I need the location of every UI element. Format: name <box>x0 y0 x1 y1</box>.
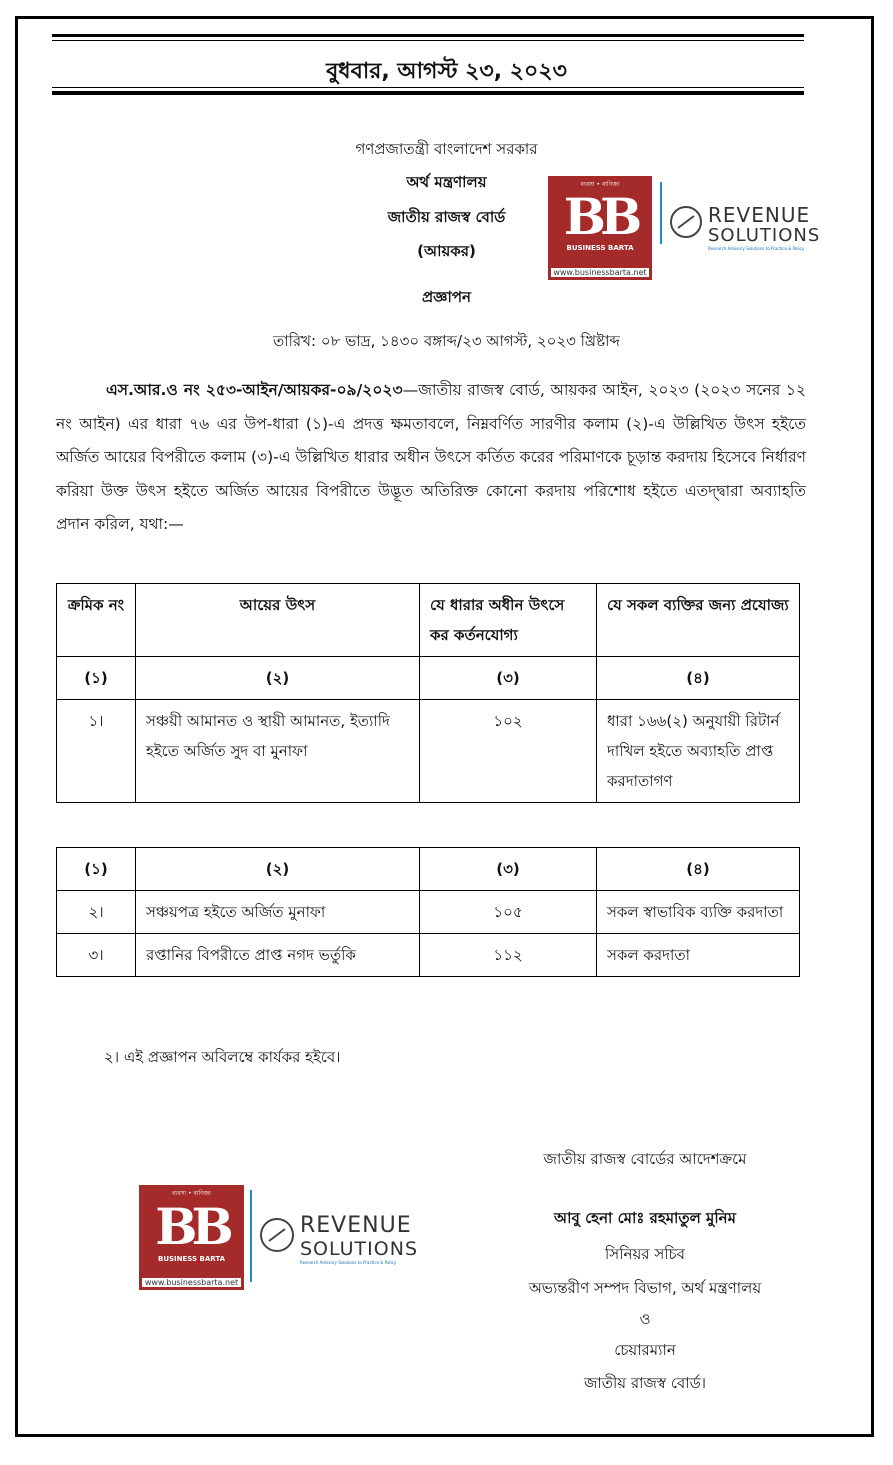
effect-clause: ২। এই প্রজ্ঞাপন অবিলম্বে কার্যকর হইবে। <box>104 1048 341 1066</box>
table-column-number-row <box>57 657 800 700</box>
sro-number: এস.আর.ও নং ২৫৩-আইন/আয়কর-০৯/২০২৩ <box>106 381 403 399</box>
government-name: গণপ্রজাতন্ত্রী বাংলাদেশ সরকার <box>355 140 538 158</box>
table-row: ২। সঞ্চয়পত্র হইতে অর্জিত মুনাফা ১০৫ সকল স্বাভাবিক ব্যক্তি করদাতা <box>57 891 800 934</box>
bottom-rule-thin <box>52 87 804 88</box>
body-text: —জাতীয় রাজস্ব বোর্ড, আয়কর আইন, ২০২৩ (২০২৩ সনের ১২ নং আইন) এর ধারা ৭৬ এর উপ-ধারা (১)-এ প্রদত্ত ক্ষমতাবলে, নিম্নবর্ণিত সারণীর কলাম (২)-এ উল্লিখিত উৎস হইতে অর্জিত আয়ের বিপরীতে কলাম (৩)-এ উল্লিখিত ধারার অধীন উৎসে কর্তিত করের পরিমাণকে চূড়ান্ত করদায় হিসেবে নির্ধারণ করিয়া উক্ত উৎস হইতে অর্জিত আয়ের বিপরীতে উদ্ভূত অতিরিক্ত কোনো করদায় পরিশোধ হইতে এতদ্দ্বারা অব্যাহতি প্রদান করিল, যথা:— <box>56 381 806 533</box>
col-num-1: (১) <box>57 657 136 700</box>
bottom-rule <box>52 91 804 95</box>
header-source: আয়ের উৎস <box>136 584 420 657</box>
signatory-name: আবু হেনা মোঃ রহমাতুল মুনিম <box>554 1209 736 1227</box>
board-name: জাতীয় রাজস্ব বোর্ড <box>387 208 506 226</box>
col-num-3: (৩) <box>420 848 597 891</box>
notification-body <box>56 374 806 542</box>
ministry-name: অর্থ মন্ত্রণালয় <box>406 173 487 191</box>
top-rule-thin <box>52 40 804 41</box>
table-header-row <box>57 584 800 657</box>
exemption-table-part2 <box>56 847 800 977</box>
table-row: ৩। রপ্তানির বিপরীতে প্রাপ্ত নগদ ভর্তুকি ১১২ সকল করদাতা <box>57 934 800 977</box>
col-num-3: (৩) <box>420 657 597 700</box>
col-num-2: (২) <box>136 848 420 891</box>
col-num-1: (১) <box>57 848 136 891</box>
revenue-solutions-icon <box>256 1214 298 1256</box>
header-serial: ক্রমিক নং <box>57 584 136 657</box>
exemption-table-part1 <box>56 583 800 803</box>
header-section: যে ধারার অধীন উৎসে কর কর্তনযোগ্য <box>420 584 597 657</box>
table-column-number-row <box>57 848 800 891</box>
col-num-4: (৪) <box>597 657 800 700</box>
notification-date: তারিখ: ০৮ ভাদ্র, ১৪৩০ বঙ্গাব্দ/২৩ আগস্ট, ২০২৩ খ্রিষ্টাব্দ <box>273 332 620 350</box>
signatory-title: সিনিয়র সচিব <box>605 1245 685 1263</box>
notification-title: প্রজ্ঞাপন <box>421 288 472 306</box>
top-rule <box>52 34 804 37</box>
wing-name: (আয়কর) <box>417 242 476 260</box>
col-num-2: (২) <box>136 657 420 700</box>
header-applicable: যে সকল ব্যক্তির জন্য প্রযোজ্য <box>597 584 800 657</box>
table-row: ১। সঞ্চয়ী আমানত ও স্থায়ী আমানত, ইত্যাদি হইতে অর্জিত সুদ বা মুনাফা ১০২ ধারা ১৬৬(২) অনুযায়ী রিটার্ন দাখিল হইতে অব্যাহতি প্রাপ্ত করদাতাগণ <box>57 700 800 803</box>
signatory-role: চেয়ারম্যান <box>614 1341 676 1359</box>
signatory-and: ও <box>639 1310 651 1328</box>
signatory-org: জাতীয় রাজস্ব বোর্ড। <box>583 1374 707 1392</box>
page-date: বুধবার, আগস্ট ২৩, ২০২৩ <box>326 59 567 84</box>
signatory-division: অভ্যন্তরীণ সম্পদ বিভাগ, অর্থ মন্ত্রণালয় <box>528 1279 762 1297</box>
col-num-4: (৪) <box>597 848 800 891</box>
order-line: জাতীয় রাজস্ব বোর্ডের আদেশক্রমে <box>543 1150 747 1168</box>
revenue-solutions-icon <box>666 202 706 242</box>
